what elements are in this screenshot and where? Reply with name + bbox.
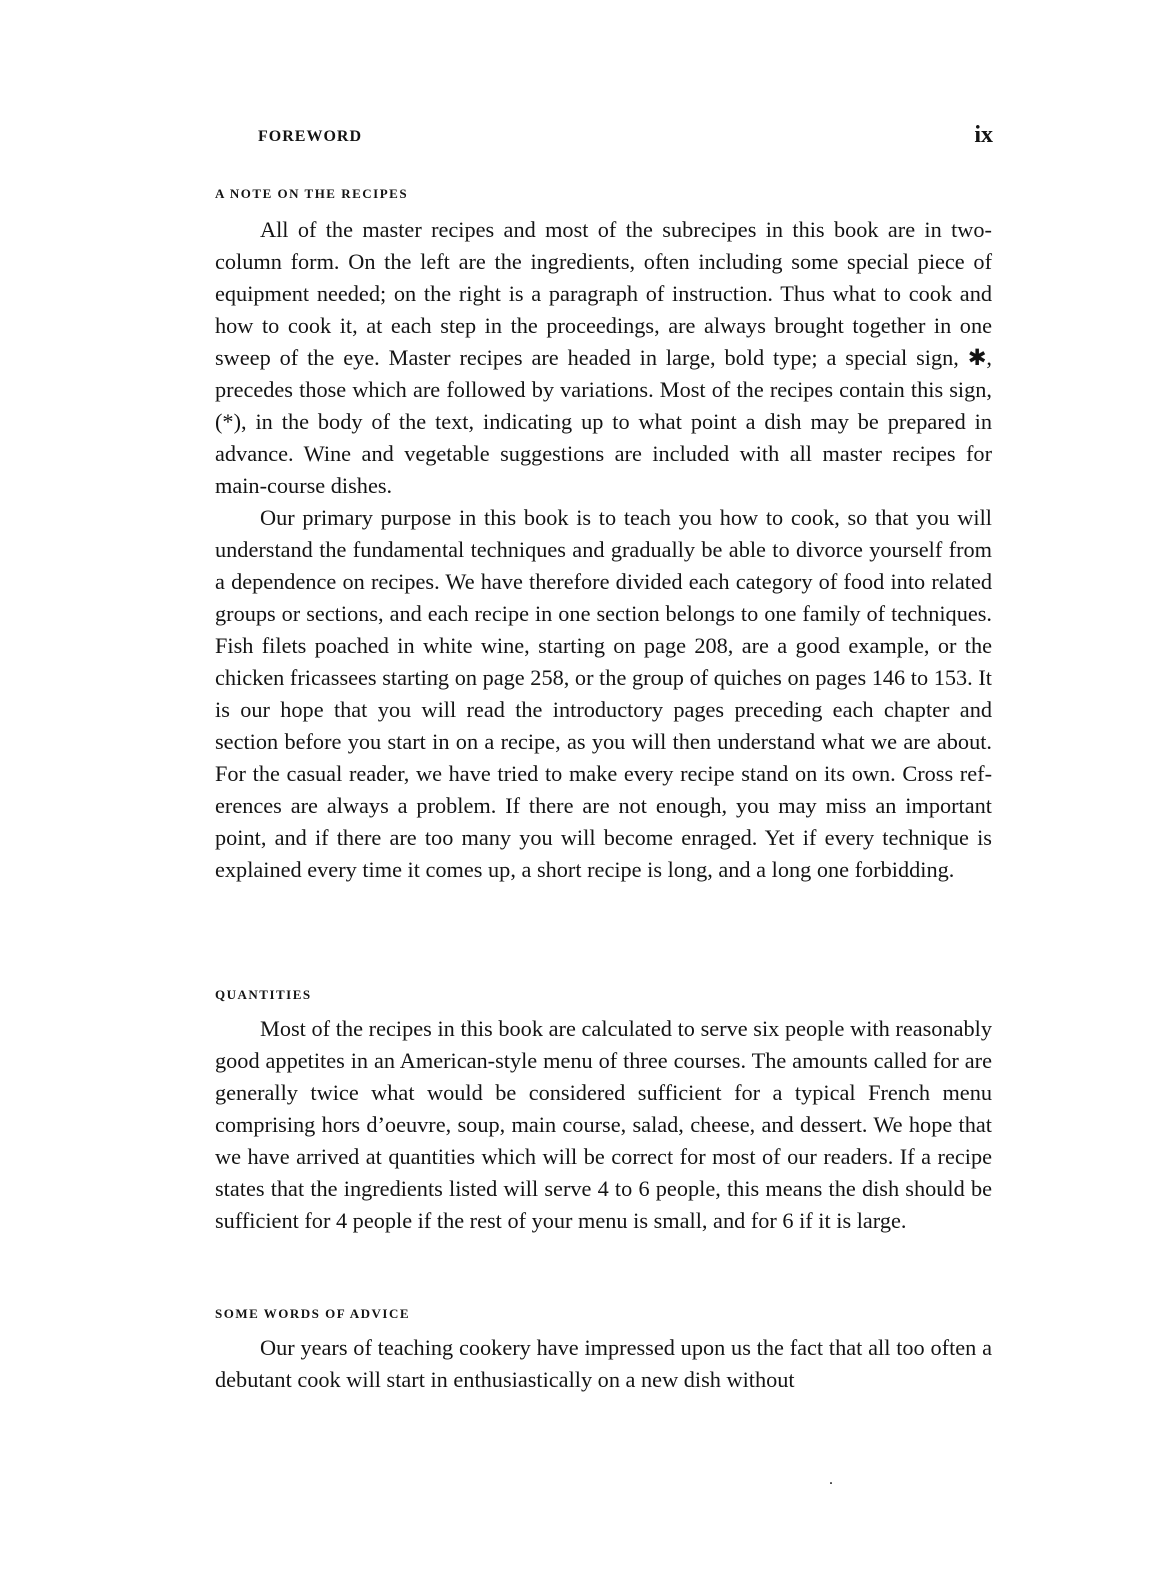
heading-quantities: QUANTITIES [215,987,312,1002]
stray-mark: . [829,1471,833,1488]
page-number: ix [974,122,993,148]
heading-words-of-advice: SOME WORDS OF ADVICE [215,1306,411,1321]
paragraph-recipe-format: All of the master recipes and most of the subrecipes in this book are in two-column form. On the left are the ingredients, often including some special piece of equipment needed; on the right is a paragraph of instruction. Thus what to cook and how to cook it, at each step in the proceedings, are always brought together in one sweep of the eye. Master recipes are headed in large, bold type; a special sign, ✱, precedes those which are followed by variations. Most of the recipes contain this sign, (*), in the body of the text, indicating up to what point a dish may be prepared in advance. Wine and vegetable suggestions are included with all master recipes for main-course dishes. [215,217,992,498]
running-title: FOREWORD [258,128,362,145]
section-words-of-advice [215,1332,992,1396]
section-note-on-recipes [215,214,992,886]
running-head [258,122,993,148]
paragraph-primary-purpose: Our primary purpose in this book is to teach you how to cook, so that you will understand the fundamental techniques and gradually be able to divorce yourself from a dependence on recipes. We have therefore divided each category of food into related groups or sections, and each recipe in one section belongs to one family of techniques. Fish filets poached in white wine, starting on page 208, are a good example, or the chicken fricassees starting on page 258, or the group of quiches on pages 146 to 153. It is our hope that you will read the introductory pages preceding each chapter and section before you start in on a recipe, as you will then understand what we are about. For the casual reader, we have tried to make every recipe stand on its own. Cross references are always a problem. If there are not enough, you may miss an important point, and if there are too many you will become enraged. Yet if every technique is explained every time it comes up, a short recipe is long, and a long one forbidding. [215,505,992,882]
heading-note-on-recipes: A NOTE ON THE RECIPES [215,186,409,201]
section-quantities [215,1013,992,1237]
paragraph-quantities: Most of the recipes in this book are calculated to serve six people with reasonably good appetites in an American-style menu of three courses. The amounts called for are generally twice what would be considered sufficient for a typical French menu comprising hors d’oeuvre, soup, main course, salad, cheese, and dessert. We hope that we have arrived at quantities which will be correct for most of our readers. If a recipe states that the ingredients listed will serve 4 to 6 people, this means the dish should be sufficient for 4 people if the rest of your menu is small, and for 6 if it is large. [215,1016,992,1233]
paragraph-advice: Our years of teaching cookery have impressed upon us the fact that all too often a debutant cook will start in enthusiastically on a new dish without [215,1335,992,1392]
